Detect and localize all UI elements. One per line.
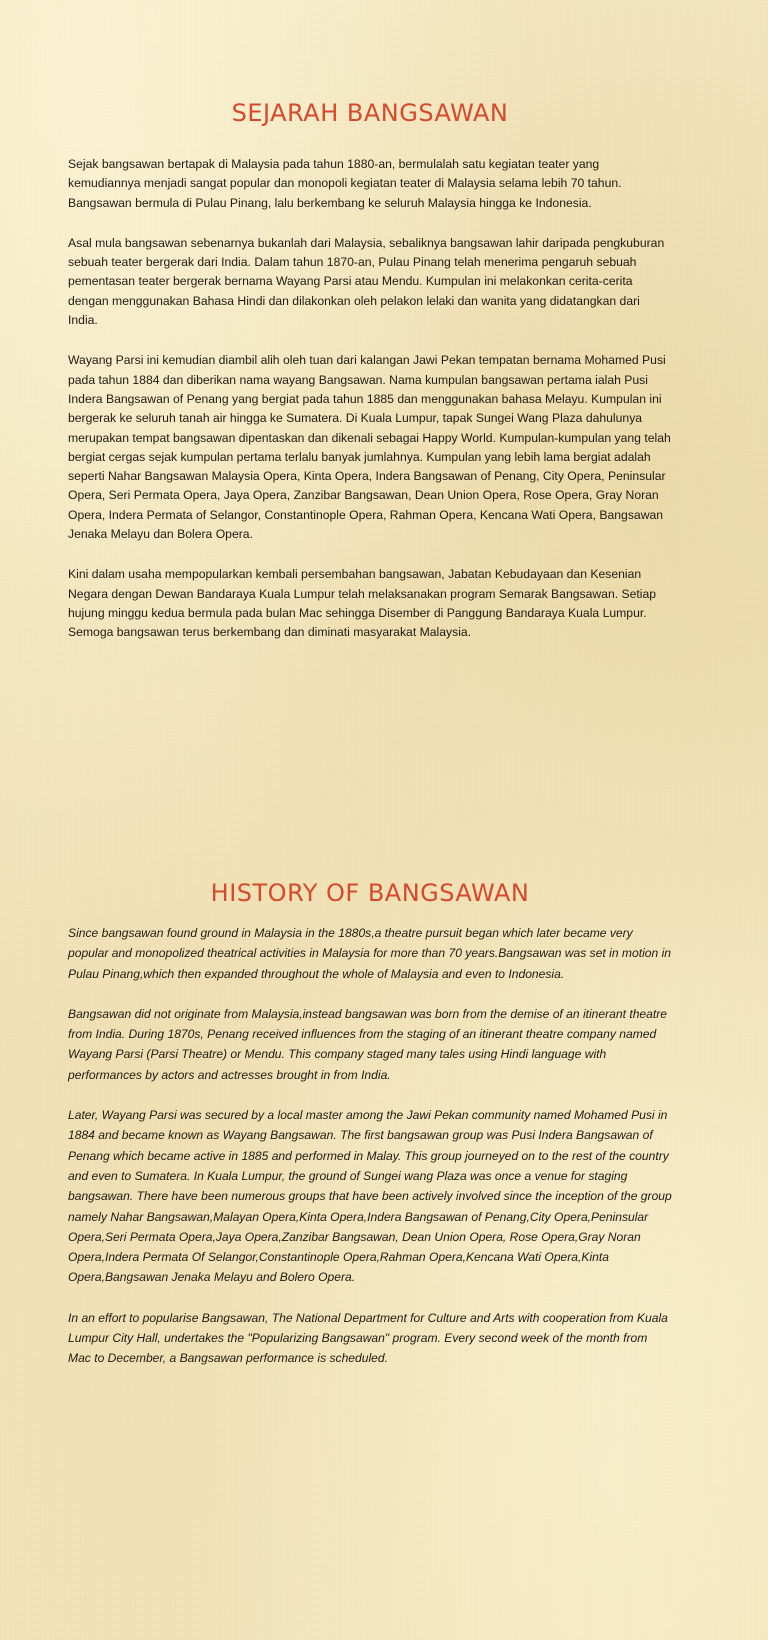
english-paragraph-2: Bangsawan did not originate from Malaysia,instead bangsawan was born from the demise of an itinerant theatre from India. During 1870s, Penang received influences from the staging of an itinerant theatre company named Wayang Parsi (Parsi Theatre) or Mendu. This company staged many tales using Hindi language with performances by actors and actresses brought in from India.: [68, 1006, 667, 1082]
malay-heading: SEJARAH BANGSAWAN: [231, 99, 509, 127]
english-history-section: [68, 875, 672, 1389]
english-paragraph-4: In an effort to popularise Bangsawan, The National Department for Culture and Arts with cooperation from Kuala Lumpur City Hall, undertakes the "Popularizing Bangsawan" program. Every second week of the month from Mac to December, a Bangsawan performance is scheduled.: [68, 1310, 668, 1366]
malay-history-section: [68, 95, 672, 664]
malay-paragraph-2: Asal mula bangsawan sebenarnya bukanlah dari Malaysia, sebaliknya bangsawan lahir daripada pengkuburan sebuah teater bergerak dari India. Dalam tahun 1870-an, Pulau Pinang telah menerima pengaruh sebuah pementasan teater bergerak bernama Wayang Parsi atau Mendu. Kumpulan ini melakonkan cerita-cerita dengan menggunakan Bahasa Hindi dan dilakonkan oleh pelakon lelaki dan wanita yang didatangkan dari India.: [68, 235, 665, 328]
english-paragraph-1: Since bangsawan found ground in Malaysia in the 1880s,a theatre pursuit began which later became very popular and monopolized theatrical activities in Malaysia for more than 70 years.Bangsawan was set in motion in Pulau Pinang,which then expanded throughout the whole of Malaysia and even to Indonesia.: [68, 926, 671, 981]
malay-paragraph-1: Sejak bangsawan bertapak di Malaysia pada tahun 1880-an, bermulalah satu kegiatan teater yang kemudiannya menjadi sangat popular dan monopoli kegiatan teater di Malaysia selama lebih 70 tahun. Bangsawan bermula di Pulau Pinang, lalu berkembang ke seluruh Malaysia hingga ke Indonesia.: [68, 157, 622, 210]
malay-paragraph-3: Wayang Parsi ini kemudian diambil alih oleh tuan dari kalangan Jawi Pekan tempatan bernama Mohamed Pusi pada tahun 1884 dan diberikan nama wayang Bangsawan. Nama kumpulan bangsawan pertama ialah Pusi Indera Bangsawan of Penang yang bergiat pada tahun 1885 dan menggunakan bahasa Melayu. Kumpulan ini bergerak ke seluruh tanah air hingga ke Sumatera. Di Kuala Lumpur, tapak Sungei Wang Plaza dahulunya merupakan tempat bangsawan dipentaskan dan dikenali sebagai Happy World. Kumpulan-kumpulan yang telah bergiat cergas sejak kumpulan pertama terlalu banyak jumlahnya. Kumpulan yang lebih lama bergiat adalah seperti Nahar Bangsawan Malaysia Opera, Kinta Opera, Indera Bangsawan of Penang, City Opera, Peninsular Opera, Seri Permata Opera, Jaya Opera, Zanzibar Bangsawan, Dean Union Opera, Rose Opera, Gray Noran Opera, Indera Permata of Selangor, Constantinople Opera, Rahman Opera, Kencana Wati Opera, Bangsawan Jenaka Melayu dan Bolera Opera.: [68, 353, 671, 542]
malay-paragraph-4: Kini dalam usaha mempopularkan kembali persembahan bangsawan, Jabatan Kebudayaan dan Kesenian Negara dengan Dewan Bandaraya Kuala Lumpur telah melaksanakan program Semarak Bangsawan. Setiap hujung minggu kedua bermula pada bulan Mac sehingga Disember di Panggung Bandaraya Kuala Lumpur. Semoga bangsawan terus berkembang dan diminati masyarakat Malaysia.: [68, 567, 657, 640]
english-heading: HISTORY OF BANGSAWAN: [210, 879, 530, 907]
english-paragraph-3: Later, Wayang Parsi was secured by a local master among the Jawi Pekan community named Mohamed Pusi in 1884 and became known as Wayang Bangsawan. The first bangsawan group was Pusi Indera Bangsawan of Penang which became active in 1885 and performed in Malay. This group journeyed on to the rest of the country and even to Sumatera. In Kuala Lumpur, the ground of Sungei wang Plaza was once a venue for staging bangsawan. There have been numerous groups that have been actively involved since the inception of the group namely Nahar Bangsawan,Malayan Opera,Kinta Opera,Indera Bangsawan of Penang,City Opera,Peninsular Opera,Seri Permata Opera,Jaya Opera,Zanzibar Bangsawan, Dean Union Opera, Rose Opera,Gray Noran Opera,Indera Permata Of Selangor,Constantinople Opera,Rahman Opera,Kencana Wati Opera,Kinta Opera,Bangsawan Jenaka Melayu and Bolero Opera.: [68, 1108, 672, 1285]
